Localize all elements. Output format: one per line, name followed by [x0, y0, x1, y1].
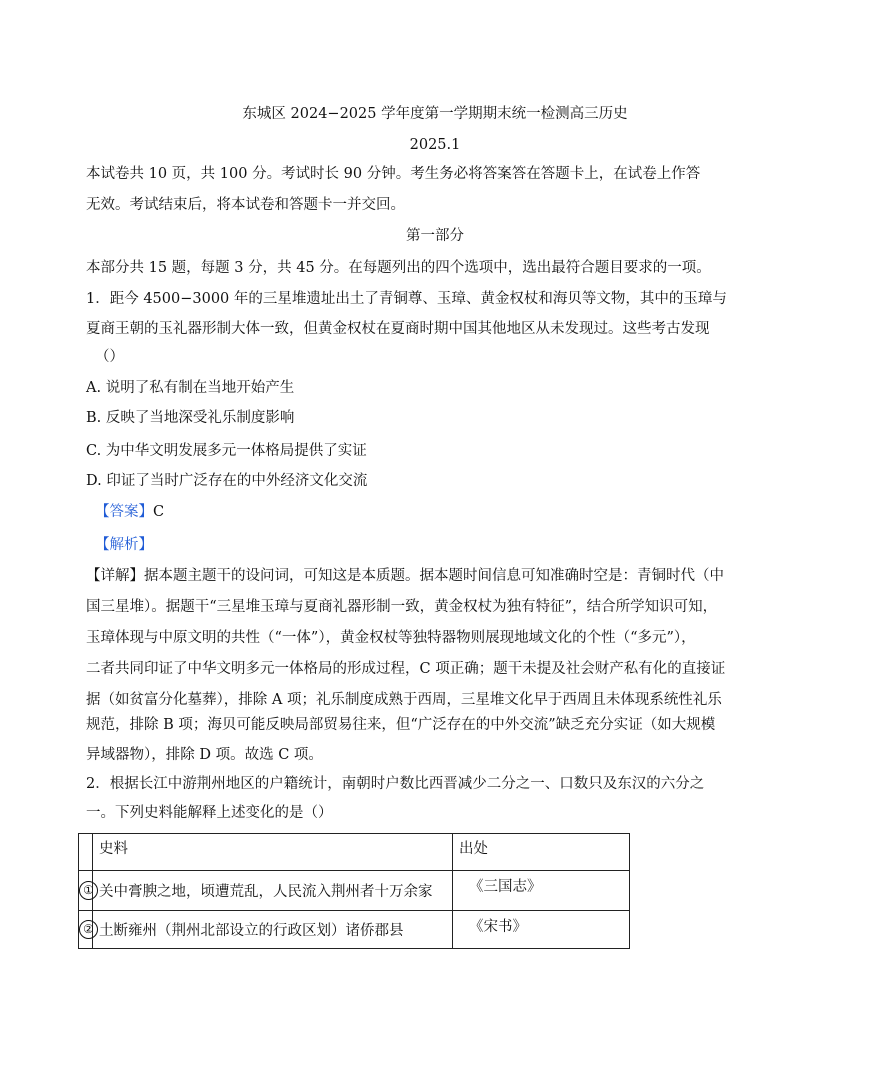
detail-text: 据本题主题干的设问词，可知这是本质题。据本题时间信息可知准确时空是：青铜时代（中 — [144, 568, 724, 584]
q2-stem-line-2: 一。下列史料能解释上述变化的是（） — [86, 805, 333, 821]
part-instruction: 本部分共 15 题，每题 3 分，共 45 分。在每题列出的四个选项中，选出最符合题目要求的一项。 — [86, 260, 711, 276]
detail-line-7: 异域器物），排除 D 项。故选 C 项。 — [86, 747, 323, 763]
row-text: 关中膏腴之地，顷遭荒乱，人民流入荆州者十万余家 — [93, 871, 453, 911]
intro-line-1: 本试卷共 10 页，共 100 分。考试时长 90 分钟。考生务必将答案答在答题卡上，在试卷上作答 — [86, 166, 701, 182]
q1-stem-line-1: 1．距今 4500−3000 年的三星堆遗址出土了青铜尊、玉璋、黄金权杖和海贝等文物，其中的玉璋与 — [86, 291, 727, 307]
table-header-num — [79, 834, 93, 871]
source-table — [78, 833, 630, 949]
detail-line-3: 玉璋体现与中原文明的共性（“一体”），黄金权杖等独特器物则展现地域文化的个性（“多元”）， — [86, 630, 696, 646]
q1-stem-line-2: 夏商王朝的玉礼器形制大体一致，但黄金权杖在夏商时期中国其他地区从未发现过。这些考古发现 — [86, 321, 710, 337]
analysis-label: 【解析】 — [95, 537, 153, 553]
q2-stem-line-1: 2．根据长江中游荆州地区的户籍统计，南朝时户数比西晋减少二分之一、口数只及东汉的六分之 — [86, 776, 705, 792]
part-heading: 第一部分 — [406, 228, 464, 244]
answer-value: C — [153, 504, 165, 520]
q1-option-d: D. 印证了当时广泛存在的中外经济文化交流 — [86, 473, 368, 489]
table-header-row — [79, 834, 630, 871]
answer-label: 【答案】 — [95, 504, 153, 520]
table-row — [79, 871, 630, 911]
q1-stem-line-3: （） — [95, 349, 124, 365]
detail-line-6: 规范，排除 B 项；海贝可能反映局部贸易往来，但“广泛存在的中外交流”缺乏充分实证（如大规模 — [86, 717, 716, 733]
q1-option-a: A. 说明了私有制在当地开始产生 — [86, 380, 295, 396]
q1-option-c: C. 为中华文明发展多元一体格局提供了实证 — [86, 443, 367, 459]
row-number: ② — [79, 920, 98, 939]
table-header-origin: 出处 — [453, 834, 630, 871]
row-number: ① — [79, 881, 98, 900]
detail-line-1 — [86, 566, 724, 586]
table-header-source-text: 史料 — [93, 834, 453, 871]
row-source: 《宋书》 — [453, 911, 630, 949]
q1-answer — [95, 502, 164, 522]
detail-label: 【详解】 — [86, 568, 144, 584]
intro-line-2: 无效。考试结束后，将本试卷和答题卡一并交回。 — [86, 197, 405, 213]
row-source: 《三国志》 — [453, 871, 630, 911]
detail-line-2: 国三星堆）。据题干“三星堆玉璋与夏商礼器形制一致，黄金权杖为独有特征”，结合所学知识可知， — [86, 599, 718, 615]
table-row — [79, 911, 630, 949]
exam-date: 2025.1 — [409, 137, 461, 153]
exam-title: 东城区 2024−2025 学年度第一学期期末统一检测高三历史 — [242, 106, 628, 122]
q1-option-b: B. 反映了当地深受礼乐制度影响 — [86, 410, 295, 426]
detail-line-5: 据（如贫富分化墓葬），排除 A 项；礼乐制度成熟于西周，三星堆文化早于西周且未体现系统性礼乐 — [86, 692, 722, 708]
row-text: 土断雍州（荆州北部设立的行政区划）诸侨郡县 — [93, 911, 453, 949]
detail-line-4: 二者共同印证了中华文明多元一体格局的形成过程，C 项正确；题干未提及社会财产私有化的直接证 — [86, 661, 726, 677]
